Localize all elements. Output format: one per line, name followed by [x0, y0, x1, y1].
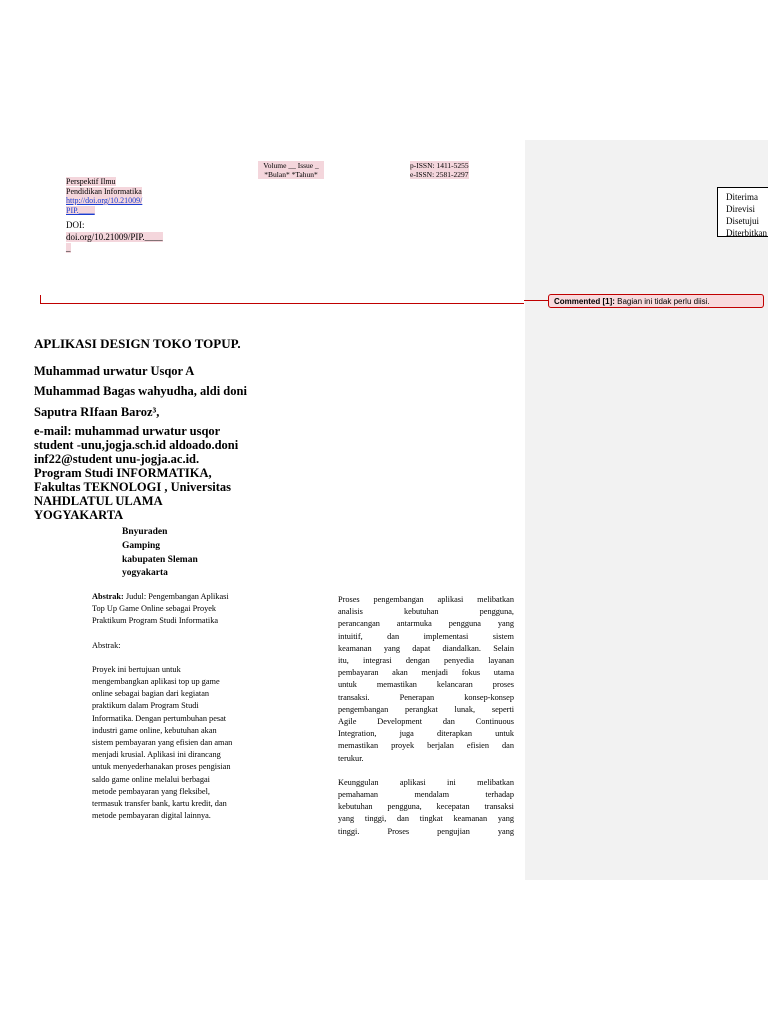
right-line-11: Agile Development dan Continuous: [338, 717, 514, 727]
submission-dates-box: [717, 187, 768, 237]
right-line-3: perancangan antarmuka pengguna yang: [338, 619, 514, 629]
email-line-1: e-mail: muhammad urwatur usqor: [34, 424, 221, 438]
doi-value: doi.org/10.21009/PIP.____: [66, 231, 163, 242]
right-line-6: itu, integrasi dengan penyedia layanan: [338, 656, 514, 666]
abstract-line-13: metode pembayaran digital lainnya.: [92, 811, 211, 821]
journal-name-2: Pendidikan Informatika: [66, 186, 142, 196]
right-line-15: Keunggulan aplikasi ini melibatkan: [338, 777, 514, 787]
comment-label: Commented [1]:: [554, 297, 615, 306]
abstract-heading: Abstrak:: [92, 640, 121, 650]
right-line-16: pemahaman mendalam terhadap: [338, 790, 514, 800]
author-line-2: Muhammad Bagas wahyudha, aldi doni: [34, 384, 247, 398]
abstract-right-column: [338, 594, 514, 838]
paper-title: APLIKASI DESIGN TOKO TOPUP.: [34, 336, 241, 351]
comment-sidebar: [525, 140, 768, 880]
right-line-4: intuitif, dan implementasi sistem: [338, 631, 514, 641]
doi-tail: _: [66, 243, 71, 253]
volume-info: [258, 161, 324, 179]
right-line-1: Proses pengembangan aplikasi melibatkan: [338, 595, 514, 604]
abstract-line-7: sistem pembayaran yang efisien dan aman: [92, 738, 233, 748]
comment-connector-line: [524, 300, 548, 301]
right-line-13: memastikan proyek berjalan efisien dan: [338, 741, 514, 751]
institution-line-3: NAHDLATUL ULAMA: [34, 494, 163, 508]
abstract-line-10: saldo game online melalui berbagai: [92, 774, 210, 784]
right-line-8: untuk memastikan kelancaran proses: [338, 680, 514, 690]
right-line-10: pengembangan perangkat lunak, seperti: [338, 704, 514, 714]
abstract-line-2: mengembangkan aplikasi top up game: [92, 677, 220, 687]
right-line-9: transaksi. Penerapan konsep-konsep: [338, 692, 514, 702]
abstract-line-6: industri game online, kebutuhan akan: [92, 725, 217, 735]
abstract-line-11: metode pembayaran yang fleksibel,: [92, 786, 210, 796]
right-line-7: pembayaran akan menjadi fokus utama: [338, 668, 514, 678]
doi-label: DOI:: [66, 220, 85, 230]
right-line-2: analisis kebutuhan pengguna,: [338, 607, 514, 617]
print-issn: p-ISSN: 1411-5255: [410, 161, 469, 170]
comment-balloon[interactable]: [548, 294, 764, 308]
abstract-line-5: Informatika. Dengan pertumbuhan pesat: [92, 713, 227, 723]
month-year-line: *Bulan* *Tahun*: [258, 170, 324, 179]
right-line-17: kebutuhan pengguna, kecepatan transaksi: [338, 802, 514, 812]
volume-line: Volume __ Issue _: [258, 161, 324, 170]
abstract-label: Abstrak:: [92, 592, 124, 601]
published-label: Diterbitkan: [726, 228, 767, 238]
institution-line-1: Program Studi INFORMATIKA,: [34, 466, 212, 480]
institution-line-4: YOGYAKARTA: [34, 508, 124, 522]
institution-line-2: Fakultas TEKNOLOGI , Universitas: [34, 480, 232, 494]
author-line-3: Saputra RIfaan Baroz³,: [34, 405, 160, 419]
journal-link-2[interactable]: PIP.____: [66, 205, 95, 215]
comment-text: Bagian ini tidak perlu diisi.: [617, 297, 710, 306]
received-label: Diterima: [726, 192, 758, 202]
email-line-3: inf22@student unu-jogja.ac.id.: [34, 452, 200, 466]
right-line-12: Integration, juga diterapkan untuk: [338, 729, 514, 739]
revised-label: Direvisi: [726, 204, 755, 214]
email-block: [34, 424, 238, 522]
abstract-title-2: Top Up Game Online sebagai Proyek: [92, 604, 217, 614]
abstract-line-12: termasuk transfer bank, kartu kredit, dan: [92, 799, 227, 809]
doi-block: [66, 220, 163, 255]
address-line-4: yogyakarta: [122, 568, 168, 579]
approved-label: Disetujui: [726, 216, 759, 226]
abstract-line-9: untuk menyederhanakan proses pengisian: [92, 762, 231, 772]
address-line-2: Gamping: [122, 540, 161, 551]
comment-anchor-line: [40, 303, 524, 304]
right-line-18: yang tinggi, dan tingkat keamanan yang: [338, 814, 514, 824]
address-line-3: kabupaten Sleman: [122, 554, 198, 565]
email-line-2: student -unu,jogja.sch.id aldoado.doni: [34, 438, 239, 452]
abstract-title-1: Judul: Pengembangan Aplikasi: [123, 592, 229, 601]
issn-info: [410, 161, 469, 179]
right-line-19: tinggi. Proses pengujian yang: [338, 826, 514, 836]
abstract-title-3: Praktikum Program Studi Informatika: [92, 616, 219, 626]
abstract-line-4: praktikum dalam Program Studi: [92, 701, 199, 711]
right-line-5: keamanan yang dapat diandalkan. Selain: [338, 643, 514, 653]
journal-info: [66, 177, 142, 215]
right-line-14: terukur.: [338, 753, 364, 763]
abstract-line-1: Proyek ini bertujuan untuk: [92, 664, 181, 674]
electronic-issn: e-ISSN: 2581-2297: [410, 170, 469, 179]
author-line-1: Muhammad urwatur Usqor A: [34, 364, 195, 378]
abstract-line-3: online sebagai bagian dari kegiatan: [92, 689, 210, 699]
abstract-line-8: menjadi krusial. Aplikasi ini dirancang: [92, 750, 221, 760]
abstract-left-column: [92, 591, 272, 822]
address-block: [122, 526, 198, 581]
journal-name-1: Perspektif Ilmu: [66, 177, 116, 186]
address-line-1: Bnyuraden: [122, 527, 168, 537]
journal-link-1[interactable]: http://doi.org/10.21009/: [66, 196, 143, 205]
